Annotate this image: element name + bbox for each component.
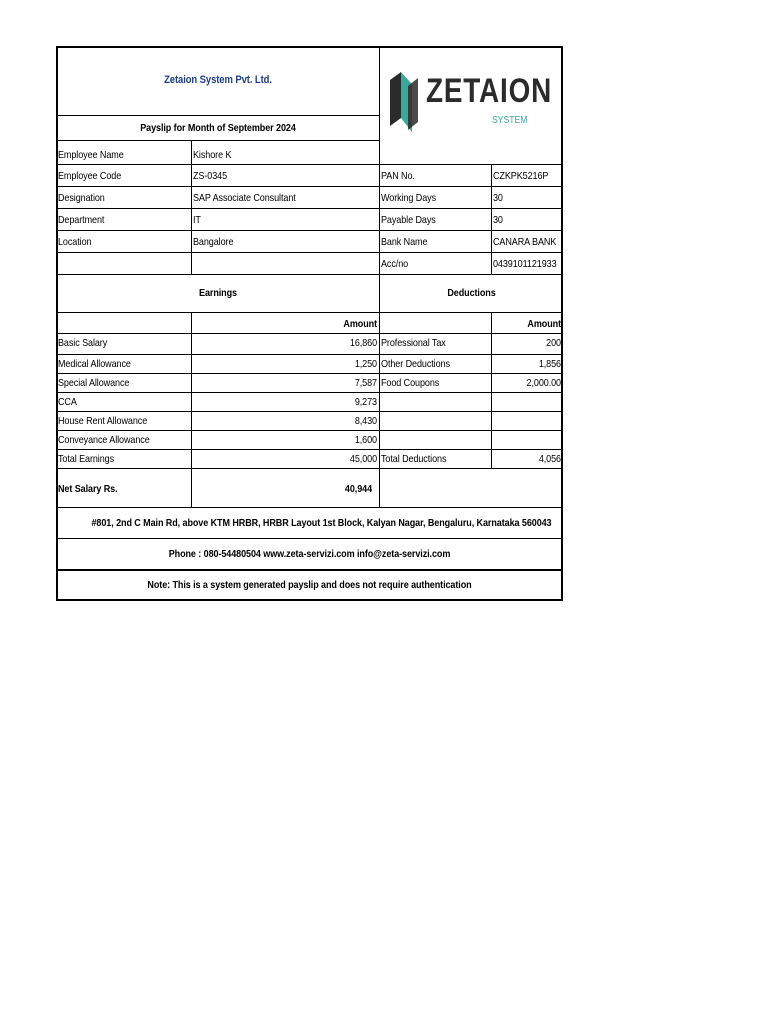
net-salary-label: Net Salary Rs. xyxy=(58,483,118,495)
company-logo xyxy=(388,66,553,146)
h-line xyxy=(56,507,563,508)
earning-amount: 7,587 xyxy=(354,377,377,389)
working-days-label: Working Days xyxy=(381,192,437,204)
earning-amount: 16,860 xyxy=(349,337,377,349)
pan-value: CZKPK5216P xyxy=(493,170,549,182)
h-line xyxy=(56,354,563,355)
working-days-value: 30 xyxy=(493,192,503,204)
h-line xyxy=(56,538,563,539)
h-line xyxy=(56,449,563,450)
h-line xyxy=(56,468,563,469)
h-line xyxy=(56,373,563,374)
total-deductions-value: 4,056 xyxy=(538,453,561,465)
h-line xyxy=(56,164,563,165)
bank-name-label: Bank Name xyxy=(381,236,428,248)
payslip-title: Payslip for Month of September 2024 xyxy=(140,122,296,134)
department-label: Department xyxy=(58,214,105,226)
logo-text: ZETAION xyxy=(426,72,553,110)
v-line xyxy=(191,140,192,274)
location-value: Bangalore xyxy=(193,236,234,248)
total-earnings-value: 45,000 xyxy=(349,453,377,465)
company-name: Zetaion System Pvt. Ltd. xyxy=(164,74,272,86)
account-number-value: 0439101121933 xyxy=(493,258,557,270)
earning-amount: 8,430 xyxy=(354,415,377,427)
deduction-amount: 1,856 xyxy=(538,358,561,370)
earning-amount: 1,600 xyxy=(354,434,377,446)
deduction-label: Professional Tax xyxy=(381,337,446,349)
h-line xyxy=(56,274,563,275)
location-label: Location xyxy=(58,236,92,248)
employee-code: ZS-0345 xyxy=(193,170,228,182)
earnings-heading: Earnings xyxy=(199,287,237,299)
deduction-label: Other Deductions xyxy=(381,358,450,370)
payable-days-value: 30 xyxy=(493,214,503,226)
deductions-amount-header: Amount xyxy=(527,318,561,330)
h-line xyxy=(56,430,563,431)
designation-value: SAP Associate Consultant xyxy=(193,192,296,204)
h-line xyxy=(56,115,380,116)
logo-subtext: SYSTEM xyxy=(492,115,528,126)
total-deductions-label: Total Deductions xyxy=(381,453,447,465)
h-line xyxy=(56,411,563,412)
h-line xyxy=(56,392,563,393)
v-line xyxy=(191,312,192,507)
earning-label: Special Allowance xyxy=(58,377,130,389)
employee-code-label: Employee Code xyxy=(58,170,122,182)
deduction-amount: 200 xyxy=(546,337,561,349)
earnings-amount-header: Amount xyxy=(343,318,377,330)
deduction-label: Food Coupons xyxy=(381,377,440,389)
account-number-label: Acc/no xyxy=(381,258,409,270)
h-line xyxy=(56,252,563,253)
v-line xyxy=(491,312,492,468)
deductions-heading: Deductions xyxy=(447,287,496,299)
employee-name-label: Employee Name xyxy=(58,149,124,161)
h-line xyxy=(56,312,563,313)
company-contact: Phone : 080-54480504 www.zeta-servizi.com info@zeta-servizi.com xyxy=(168,548,451,560)
earning-label: CCA xyxy=(58,396,77,408)
earning-label: Basic Salary xyxy=(58,337,108,349)
h-line xyxy=(56,186,563,187)
net-salary-value: 40,944 xyxy=(344,483,372,495)
h-line xyxy=(56,569,563,571)
department-value: IT xyxy=(193,214,201,226)
v-line xyxy=(491,164,492,274)
pan-label: PAN No. xyxy=(381,170,415,182)
earning-amount: 1,250 xyxy=(354,358,377,370)
v-line xyxy=(379,46,380,507)
company-address: #801, 2nd C Main Rd, above KTM HRBR, HRBR Layout 1st Block, Kalyan Nagar, Bengaluru, Karnataka 560043 xyxy=(91,517,552,529)
h-line xyxy=(56,333,563,334)
earning-label: Medical Allowance xyxy=(58,358,131,370)
earning-label: House Rent Allowance xyxy=(58,415,148,427)
deduction-amount: 2,000.00 xyxy=(526,377,561,389)
employee-name: Kishore K xyxy=(193,149,232,161)
bank-name-value: CANARA BANK xyxy=(493,236,557,248)
total-earnings-label: Total Earnings xyxy=(58,453,115,465)
earning-label: Conveyance Allowance xyxy=(58,434,150,446)
h-line xyxy=(56,208,563,209)
h-line xyxy=(56,230,563,231)
system-note: Note: This is a system generated payslip and does not require authentication xyxy=(147,579,472,591)
designation-label: Designation xyxy=(58,192,105,204)
payable-days-label: Payable Days xyxy=(381,214,436,226)
earning-amount: 9,273 xyxy=(354,396,377,408)
h-line xyxy=(56,140,380,141)
